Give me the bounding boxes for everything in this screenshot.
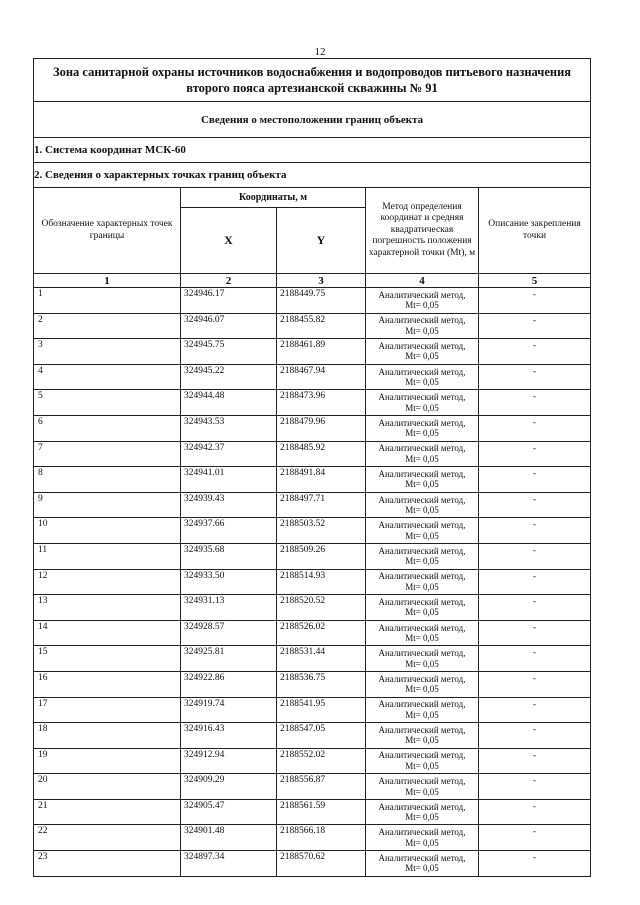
method-text: Аналитический метод, (378, 494, 466, 505)
method-text: Аналитический метод, (378, 750, 466, 761)
point-number: 11 (34, 543, 181, 569)
method-text: Аналитический метод, (378, 801, 466, 812)
point-number: 6 (34, 415, 181, 441)
table-row (34, 799, 591, 825)
boundary-points-table (33, 58, 591, 877)
accuracy-text: Mt= 0,05 (405, 505, 439, 516)
point-description: - (479, 492, 591, 518)
table-row (34, 723, 591, 749)
point-description: - (479, 723, 591, 749)
accuracy-text: Mt= 0,05 (405, 709, 439, 720)
column-number: 1 (34, 274, 181, 288)
y-coordinate: 2188503.52 (277, 518, 366, 544)
x-coordinate: 324935.68 (181, 543, 277, 569)
method-cell (366, 313, 479, 339)
column-number: 3 (277, 274, 366, 288)
method-cell (366, 518, 479, 544)
point-number: 22 (34, 825, 181, 851)
header-point: Обозначение характерных точек границы (34, 188, 181, 274)
accuracy-text: Mt= 0,05 (405, 633, 439, 644)
point-description: - (479, 569, 591, 595)
method-text: Аналитический метод, (378, 596, 466, 607)
method-text: Аналитический метод, (378, 827, 466, 838)
point-description: - (479, 799, 591, 825)
accuracy-text: Mt= 0,05 (405, 863, 439, 874)
table-row (34, 697, 591, 723)
y-coordinate: 2188531.44 (277, 646, 366, 672)
table-row (34, 774, 591, 800)
x-coordinate: 324945.22 (181, 364, 277, 390)
header-y: Y (277, 208, 366, 274)
accuracy-text: Mt= 0,05 (405, 351, 439, 362)
point-description: - (479, 851, 591, 877)
point-number: 12 (34, 569, 181, 595)
method-cell (366, 748, 479, 774)
column-number: 4 (366, 274, 479, 288)
method-cell (366, 441, 479, 467)
point-number: 16 (34, 671, 181, 697)
y-coordinate: 2188509.26 (277, 543, 366, 569)
point-description: - (479, 390, 591, 416)
x-coordinate: 324897.34 (181, 851, 277, 877)
x-coordinate: 324912.94 (181, 748, 277, 774)
point-description: - (479, 288, 591, 314)
x-coordinate: 324942.37 (181, 441, 277, 467)
y-coordinate: 2188467.94 (277, 364, 366, 390)
y-coordinate: 2188497.71 (277, 492, 366, 518)
y-coordinate: 2188473.96 (277, 390, 366, 416)
method-text: Аналитический метод, (378, 468, 466, 479)
table-row (34, 595, 591, 621)
y-coordinate: 2188552.02 (277, 748, 366, 774)
point-number: 1 (34, 288, 181, 314)
method-cell (366, 697, 479, 723)
point-number: 20 (34, 774, 181, 800)
table-row (34, 543, 591, 569)
accuracy-text: Mt= 0,05 (405, 300, 439, 311)
column-number: 2 (181, 274, 277, 288)
point-number: 4 (34, 364, 181, 390)
x-coordinate: 324941.01 (181, 467, 277, 493)
method-cell (366, 774, 479, 800)
method-text: Аналитический метод, (378, 520, 466, 531)
method-cell (366, 339, 479, 365)
table-row (34, 646, 591, 672)
header-x: X (181, 208, 277, 274)
point-description: - (479, 748, 591, 774)
accuracy-text: Mt= 0,05 (405, 377, 439, 388)
x-coordinate: 324901.48 (181, 825, 277, 851)
point-description: - (479, 697, 591, 723)
method-cell (366, 543, 479, 569)
table-row (34, 313, 591, 339)
points-heading: 2. Сведения о характерных точках границ объекта (34, 163, 591, 188)
accuracy-text: Mt= 0,05 (405, 786, 439, 797)
x-coordinate: 324925.81 (181, 646, 277, 672)
method-text: Аналитический метод, (378, 852, 466, 863)
point-number: 15 (34, 646, 181, 672)
method-text: Аналитический метод, (378, 545, 466, 556)
table-row (34, 339, 591, 365)
point-description: - (479, 671, 591, 697)
x-coordinate: 324944.48 (181, 390, 277, 416)
accuracy-text: Mt= 0,05 (405, 684, 439, 695)
point-description: - (479, 518, 591, 544)
method-text: Аналитический метод, (378, 443, 466, 454)
y-coordinate: 2188479.96 (277, 415, 366, 441)
point-description: - (479, 467, 591, 493)
table-row (34, 492, 591, 518)
y-coordinate: 2188561.59 (277, 799, 366, 825)
point-number: 3 (34, 339, 181, 365)
page-number: 12 (314, 46, 326, 58)
x-coordinate: 324931.13 (181, 595, 277, 621)
x-coordinate: 324937.66 (181, 518, 277, 544)
x-coordinate: 324946.17 (181, 288, 277, 314)
y-coordinate: 2188514.93 (277, 569, 366, 595)
table-row (34, 415, 591, 441)
x-coordinate: 324946.07 (181, 313, 277, 339)
accuracy-text: Mt= 0,05 (405, 607, 439, 618)
accuracy-text: Mt= 0,05 (405, 556, 439, 567)
point-number: 17 (34, 697, 181, 723)
point-number: 14 (34, 620, 181, 646)
point-description: - (479, 339, 591, 365)
method-cell (366, 671, 479, 697)
method-text: Аналитический метод, (378, 315, 466, 326)
y-coordinate: 2188547.05 (277, 723, 366, 749)
method-cell (366, 492, 479, 518)
method-cell (366, 467, 479, 493)
y-coordinate: 2188520.52 (277, 595, 366, 621)
method-cell (366, 851, 479, 877)
table-row (34, 748, 591, 774)
method-text: Аналитический метод, (378, 366, 466, 377)
table-row (34, 518, 591, 544)
accuracy-text: Mt= 0,05 (405, 581, 439, 592)
accuracy-text: Mt= 0,05 (405, 530, 439, 541)
x-coordinate: 324919.74 (181, 697, 277, 723)
x-coordinate: 324928.57 (181, 620, 277, 646)
method-text: Аналитический метод, (378, 699, 466, 710)
point-description: - (479, 825, 591, 851)
x-coordinate: 324916.43 (181, 723, 277, 749)
coordinate-system: 1. Система координат МСК-60 (34, 138, 591, 163)
x-coordinate: 324909.29 (181, 774, 277, 800)
method-cell (366, 723, 479, 749)
method-cell (366, 646, 479, 672)
table-row (34, 569, 591, 595)
method-text: Аналитический метод, (378, 776, 466, 787)
method-cell (366, 390, 479, 416)
y-coordinate: 2188556.87 (277, 774, 366, 800)
method-text: Аналитический метод, (378, 571, 466, 582)
table-row (34, 441, 591, 467)
y-coordinate: 2188536.75 (277, 671, 366, 697)
header-coordinates: Координаты, м (181, 188, 366, 208)
method-cell (366, 620, 479, 646)
x-coordinate: 324943.53 (181, 415, 277, 441)
point-number: 2 (34, 313, 181, 339)
x-coordinate: 324905.47 (181, 799, 277, 825)
header-description: Описание закрепления точки (479, 188, 591, 274)
point-number: 10 (34, 518, 181, 544)
method-cell (366, 364, 479, 390)
y-coordinate: 2188461.89 (277, 339, 366, 365)
method-cell (366, 288, 479, 314)
y-coordinate: 2188485.92 (277, 441, 366, 467)
table-row (34, 851, 591, 877)
accuracy-text: Mt= 0,05 (405, 402, 439, 413)
accuracy-text: Mt= 0,05 (405, 735, 439, 746)
method-cell (366, 825, 479, 851)
point-number: 23 (34, 851, 181, 877)
y-coordinate: 2188491.84 (277, 467, 366, 493)
y-coordinate: 2188455.82 (277, 313, 366, 339)
method-text: Аналитический метод, (378, 392, 466, 403)
point-number: 13 (34, 595, 181, 621)
x-coordinate: 324933.50 (181, 569, 277, 595)
accuracy-text: Mt= 0,05 (405, 479, 439, 490)
y-coordinate: 2188566.18 (277, 825, 366, 851)
method-cell (366, 569, 479, 595)
x-coordinate: 324939.43 (181, 492, 277, 518)
accuracy-text: Mt= 0,05 (405, 428, 439, 439)
method-text: Аналитический метод, (378, 622, 466, 633)
method-cell (366, 799, 479, 825)
method-cell (366, 415, 479, 441)
method-text: Аналитический метод, (378, 417, 466, 428)
point-description: - (479, 543, 591, 569)
accuracy-text: Mt= 0,05 (405, 658, 439, 669)
section-title: Сведения о местоположении границ объекта (34, 102, 591, 138)
table-row (34, 288, 591, 314)
point-number: 9 (34, 492, 181, 518)
column-number: 5 (479, 274, 591, 288)
method-text: Аналитический метод, (378, 648, 466, 659)
method-cell (366, 595, 479, 621)
accuracy-text: Mt= 0,05 (405, 760, 439, 771)
table-row (34, 620, 591, 646)
table-row (34, 825, 591, 851)
header-method: Метод определения координат и средняя квадратическая погрешность положения характерной точки (Mt), м (366, 188, 479, 274)
point-number: 5 (34, 390, 181, 416)
point-description: - (479, 646, 591, 672)
y-coordinate: 2188541.95 (277, 697, 366, 723)
method-text: Аналитический метод, (378, 724, 466, 735)
table-row (34, 390, 591, 416)
table-row (34, 467, 591, 493)
method-text: Аналитический метод, (378, 673, 466, 684)
point-number: 8 (34, 467, 181, 493)
accuracy-text: Mt= 0,05 (405, 837, 439, 848)
point-description: - (479, 441, 591, 467)
accuracy-text: Mt= 0,05 (405, 325, 439, 336)
point-description: - (479, 415, 591, 441)
point-description: - (479, 774, 591, 800)
y-coordinate: 2188449.75 (277, 288, 366, 314)
point-description: - (479, 313, 591, 339)
accuracy-text: Mt= 0,05 (405, 812, 439, 823)
y-coordinate: 2188570.62 (277, 851, 366, 877)
point-number: 21 (34, 799, 181, 825)
table-row (34, 671, 591, 697)
x-coordinate: 324945.75 (181, 339, 277, 365)
table-row (34, 364, 591, 390)
point-number: 18 (34, 723, 181, 749)
point-number: 7 (34, 441, 181, 467)
accuracy-text: Mt= 0,05 (405, 453, 439, 464)
point-number: 19 (34, 748, 181, 774)
y-coordinate: 2188526.02 (277, 620, 366, 646)
point-description: - (479, 595, 591, 621)
document-title: Зона санитарной охраны источников водоснабжения и водопроводов питьевого назначения второго пояса артезианской скважины № 91 (34, 59, 591, 102)
method-text: Аналитический метод, (378, 289, 466, 300)
point-description: - (479, 364, 591, 390)
method-text: Аналитический метод, (378, 340, 466, 351)
x-coordinate: 324922.86 (181, 671, 277, 697)
point-description: - (479, 620, 591, 646)
